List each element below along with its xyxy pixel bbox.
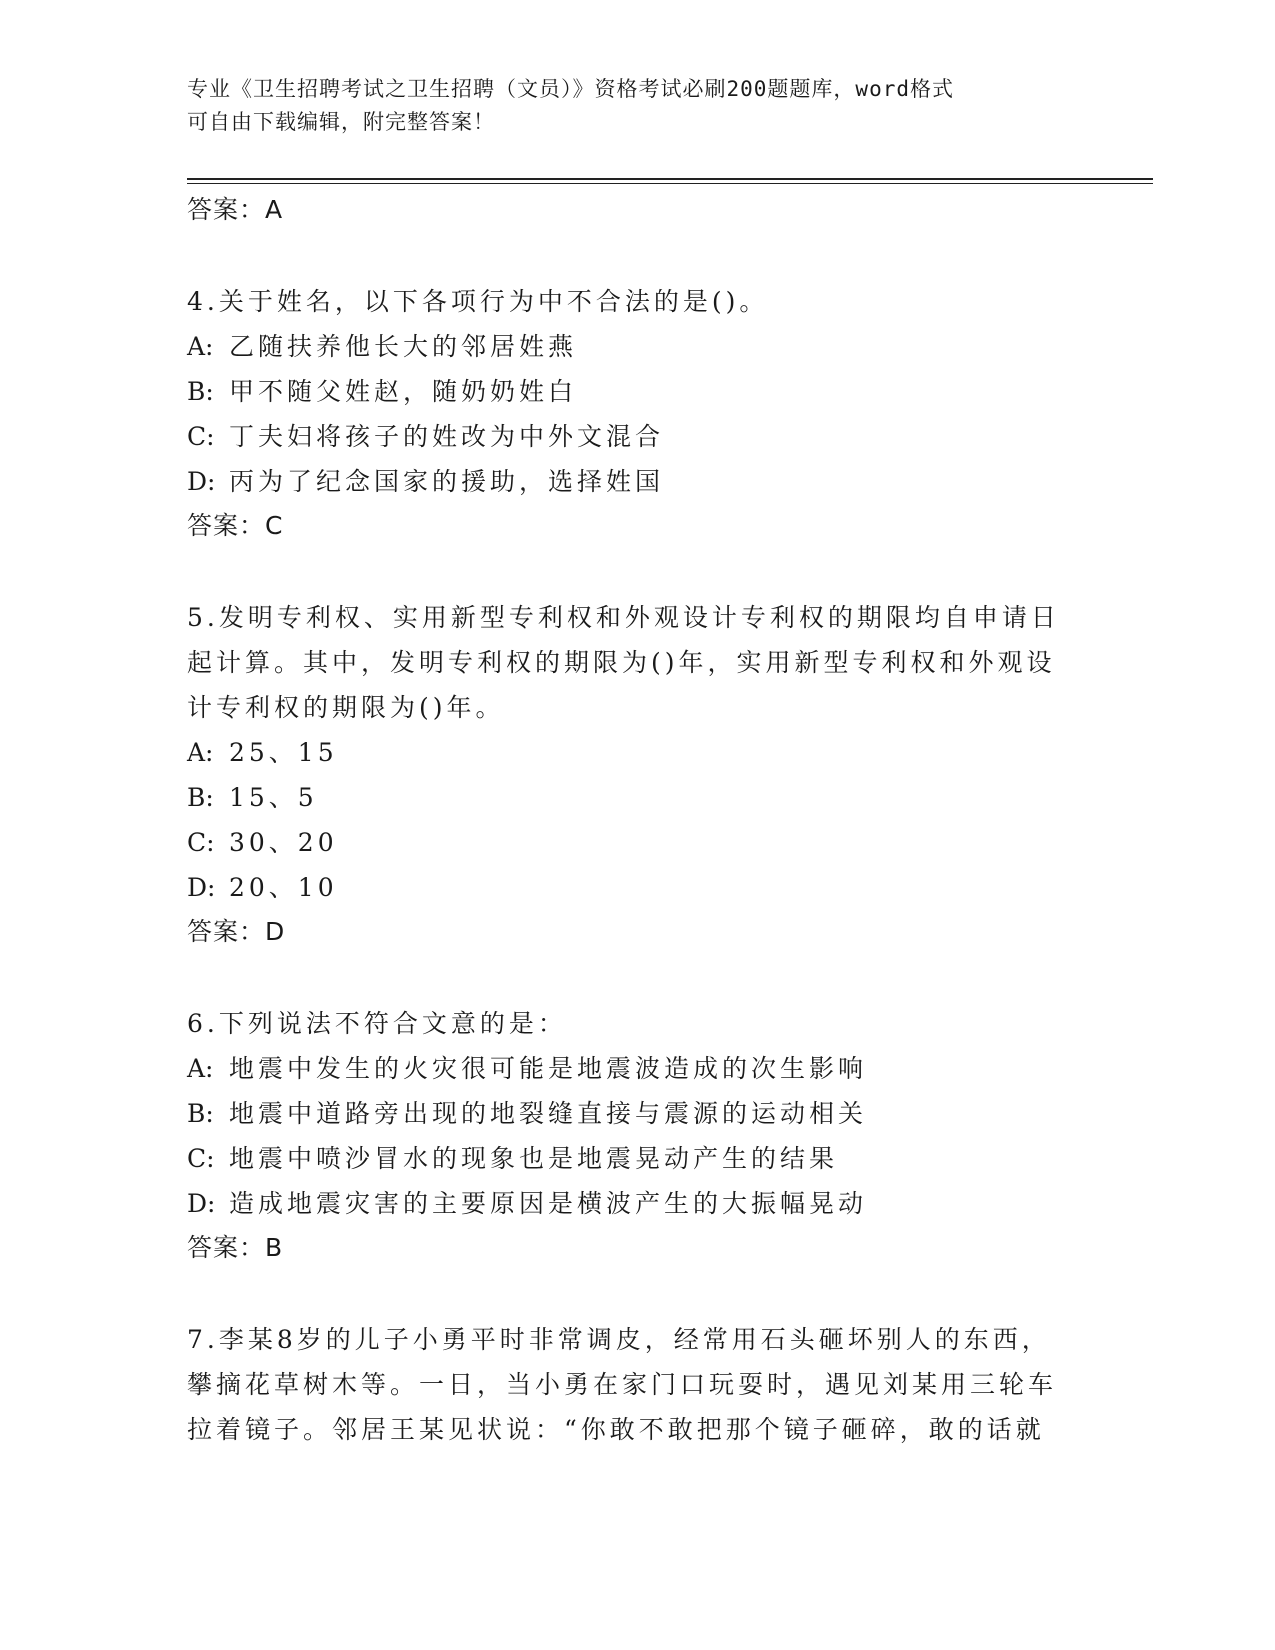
question-stem: 4.关于姓名，以下各项行为中不合法的是()。 — [187, 287, 769, 316]
answer-line: 答案：B — [187, 1233, 284, 1262]
option-key: D: — [187, 873, 216, 902]
option-d — [187, 865, 1067, 910]
option-c — [187, 1136, 1067, 1181]
header-line-1: 专业《卫生招聘考试之卫生招聘（文员）》资格考试必刷200题题库，word格式 — [187, 77, 954, 101]
answer-line: 答案：C — [187, 511, 284, 540]
question-7 — [187, 1317, 1067, 1452]
option-key: B: — [187, 377, 214, 406]
option-d — [187, 1181, 1067, 1226]
option-key: B: — [187, 783, 214, 812]
question-stem-line-1: 7.李某8岁的儿子小勇平时非常调皮，经常用石头砸坏别人的东西， — [187, 1325, 1051, 1354]
option-text: 30、20 — [229, 828, 338, 857]
option-text: 乙随扶养他长大的邻居姓燕 — [229, 332, 578, 361]
option-key: C: — [187, 828, 215, 857]
option-text: 15、5 — [229, 783, 318, 812]
option-b — [187, 775, 1067, 820]
option-c — [187, 820, 1067, 865]
option-key: C: — [187, 422, 215, 451]
document-header — [187, 73, 1067, 139]
option-d — [187, 459, 1067, 504]
option-b — [187, 369, 1067, 414]
question-stem-line-3: 计专利权的期限为()年。 — [187, 693, 505, 722]
header-divider-thick — [187, 178, 1153, 180]
option-text: 甲不随父姓赵，随奶奶姓白 — [229, 377, 578, 406]
option-key: D: — [187, 1189, 216, 1218]
option-text: 地震中道路旁出现的地裂缝直接与震源的运动相关 — [229, 1099, 868, 1128]
option-key: A: — [187, 738, 214, 767]
header-divider-thin — [187, 183, 1153, 184]
option-a — [187, 324, 1067, 369]
option-a — [187, 1046, 1067, 1091]
option-text: 丁夫妇将孩子的姓改为中外文混合 — [229, 422, 665, 451]
option-text: 造成地震灾害的主要原因是横波产生的大振幅晃动 — [229, 1189, 868, 1218]
option-key: A: — [187, 332, 214, 361]
option-text: 丙为了纪念国家的援助，选择姓国 — [229, 467, 665, 496]
option-text: 地震中喷沙冒水的现象也是地震晃动产生的结果 — [229, 1144, 839, 1173]
option-c — [187, 414, 1067, 459]
option-key: A: — [187, 1054, 214, 1083]
question-list — [187, 188, 1067, 1452]
option-text: 地震中发生的火灾很可能是地震波造成的次生影响 — [229, 1054, 868, 1083]
option-key: D: — [187, 467, 216, 496]
option-b — [187, 1091, 1067, 1136]
option-key: C: — [187, 1144, 215, 1173]
question-stem: 6.下列说法不符合文意的是： — [187, 1009, 567, 1038]
option-key: B: — [187, 1099, 214, 1128]
answer-line: 答案：D — [187, 917, 286, 946]
question-6 — [187, 1001, 1067, 1270]
header-line-2: 可自由下载编辑，附完整答案！ — [187, 110, 495, 134]
question-4 — [187, 279, 1067, 548]
option-text: 25、15 — [229, 738, 338, 767]
answer-line-q3: 答案：A — [187, 195, 284, 224]
question-5 — [187, 595, 1067, 954]
question-stem-line-2: 攀摘花草树木等。一日，当小勇在家门口玩耍时，遇见刘某用三轮车 — [187, 1370, 1058, 1399]
option-text: 20、10 — [229, 873, 338, 902]
question-stem-line-1: 5.发明专利权、实用新型专利权和外观设计专利权的期限均自申请日 — [187, 603, 1060, 632]
question-stem-line-2: 起计算。其中，发明专利权的期限为()年，实用新型专利权和外观设 — [187, 648, 1056, 677]
option-a — [187, 730, 1067, 775]
question-stem-line-3: 拉着镜子。邻居王某见状说：“你敢不敢把那个镜子砸碎，敢的话就 — [187, 1415, 1045, 1444]
